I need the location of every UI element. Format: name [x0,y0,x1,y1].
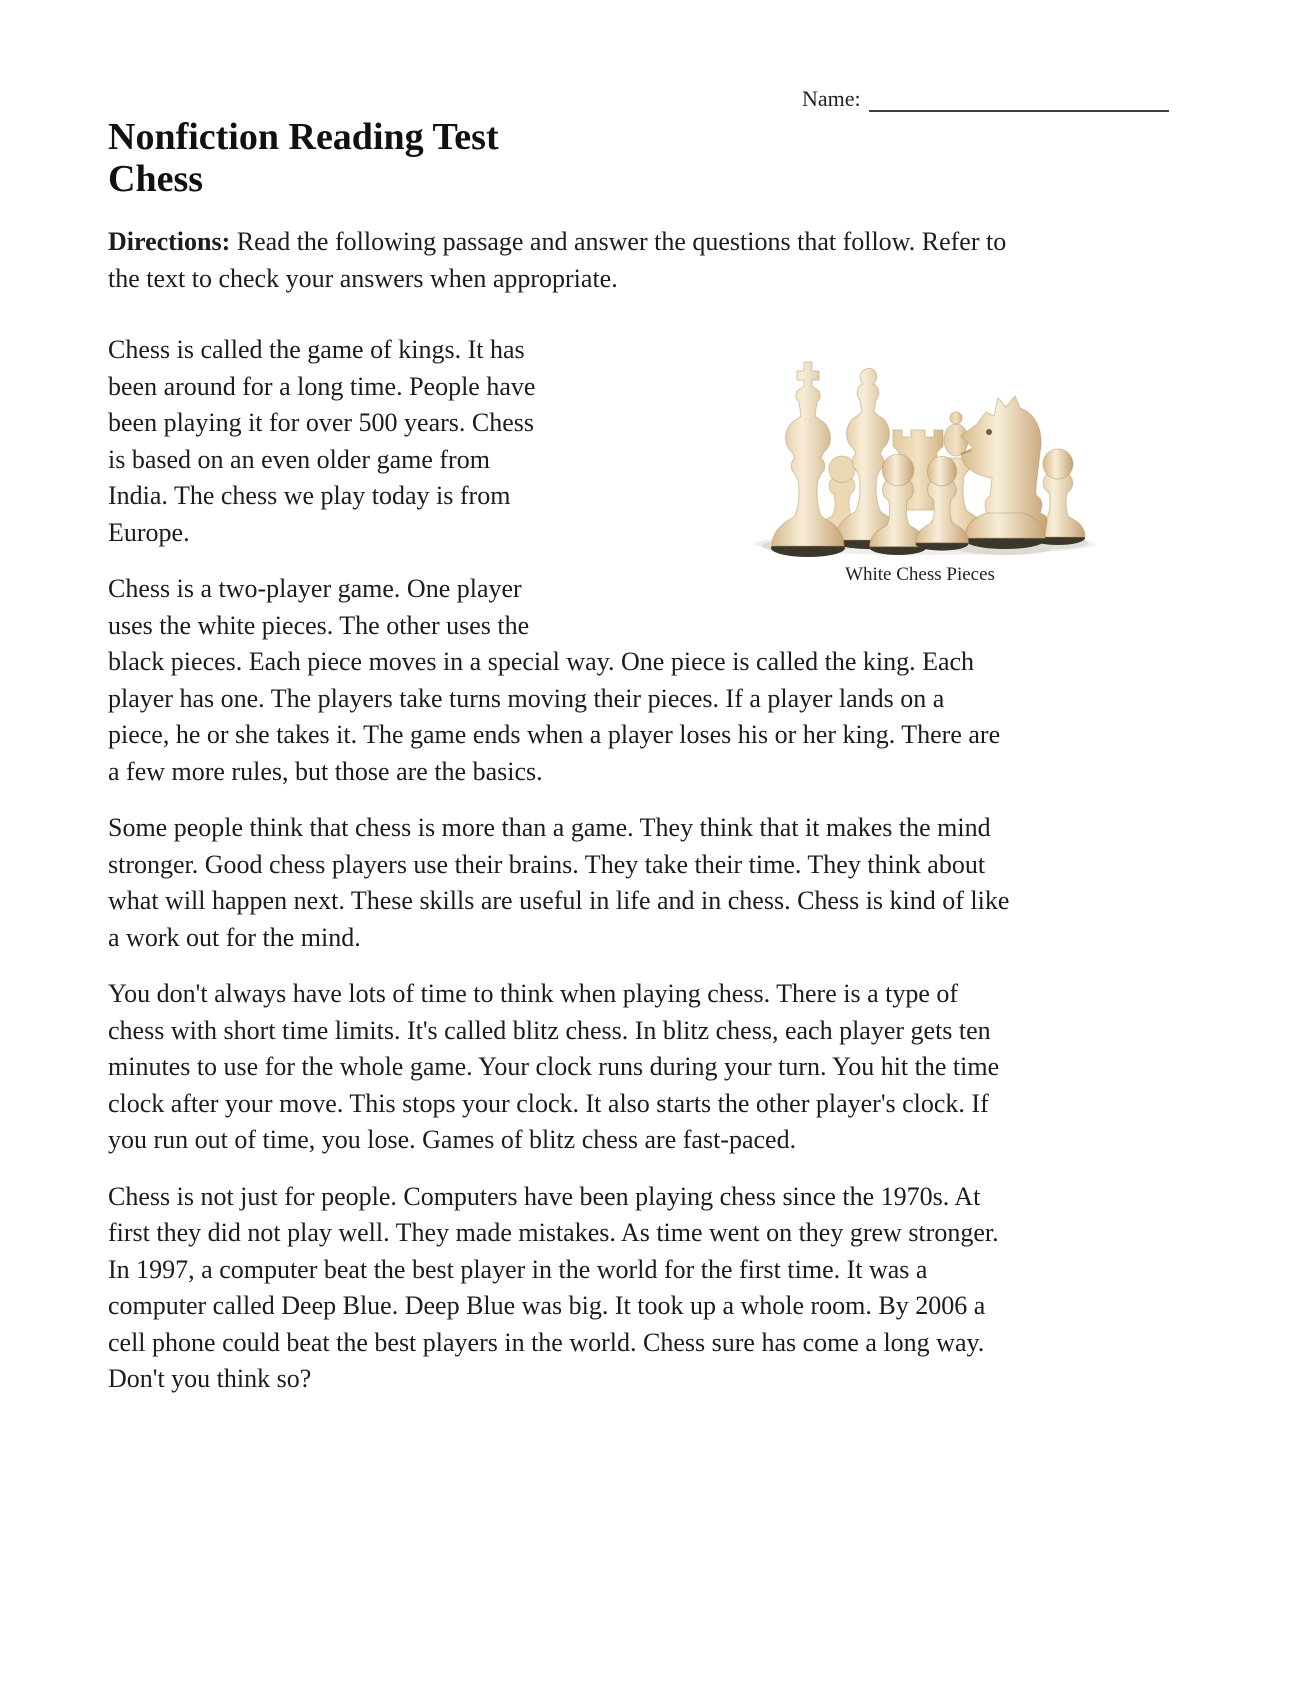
passage-line: India. The chess we play today is from [108,481,511,510]
name-blank-line [869,86,1169,112]
passage-line: cell phone could beat the best players in the world. Chess sure has come a long way. [108,1327,985,1357]
figure-caption: White Chess Pieces [845,564,995,585]
passage-line: uses the white pieces. The other uses the [108,610,530,640]
passage-line: chess with short time limits. It's called blitz chess. In blitz chess, each player gets ten [108,1015,991,1045]
passage-line: a work out for the mind. [108,922,361,952]
passage-line: black pieces. Each piece moves in a special way. One piece is called the king. Each [108,647,975,676]
directions [108,224,1006,297]
passage-line: piece, he or she takes it. The game ends when a player loses his or her king. There are [108,720,1001,749]
passage-line: In 1997, a computer beat the best player in the world for the first time. It was a [108,1254,928,1284]
passage [108,332,1198,1418]
passage-line: Europe. [108,517,190,547]
name-label: Name: [802,86,861,111]
passage-line: been around for a long time. People have [108,371,536,401]
passage-paragraph [108,976,1198,1159]
passage-line: Some people think that chess is more than a game. They think that it makes the mind [108,813,991,842]
passage-line: player has one. The players take turns moving their pieces. If a player lands on a [108,683,945,713]
passage-paragraph [108,571,1198,790]
passage-line: a few more rules, but those are the basics. [108,756,543,786]
name-row [802,86,1169,112]
passage-line: stronger. Good chess players use their brains. They take their time. They think about [108,849,986,879]
passage-line: computer called Deep Blue. Deep Blue was big. It took up a whole room. By 2006 a [108,1291,986,1320]
passage-line: is based on an even older game from [108,444,490,474]
directions-line-2: the text to check your answers when appropriate. [108,263,618,293]
directions-line-1: Directions: Read the following passage and answer the questions that follow. Refer to [108,227,1007,256]
passage-line: You don't always have lots of time to think when playing chess. There is a type of [108,979,959,1008]
passage-line: Chess is called the game of kings. It has [108,335,525,364]
title-line-1: Nonfiction Reading Test [108,116,499,158]
passage-line: Don't you think so? [108,1364,312,1393]
passage-paragraph [108,1179,1198,1398]
passage-paragraph [108,810,1198,956]
directions-label: Directions: [108,227,231,256]
page-title [108,116,499,200]
passage-line: Chess is a two-player game. One player [108,574,522,603]
passage-line: what will happen next. These skills are useful in life and in chess. Chess is kind of like [108,886,1010,915]
title-line-2: Chess [108,158,204,200]
passage-line: clock after your move. This stops your clock. It also starts the other player's clock. If [108,1088,989,1118]
passage-line: first they did not play well. They made mistakes. As time went on they grew stronger. [108,1218,999,1247]
passage-line: been playing it for over 500 years. Chess [108,408,535,437]
passage-paragraph [108,332,1198,551]
passage-line: you run out of time, you lose. Games of blitz chess are fast-paced. [108,1125,797,1154]
passage-line: Chess is not just for people. Computers have been playing chess since the 1970s. At [108,1181,981,1211]
passage-line: minutes to use for the whole game. Your clock runs during your turn. You hit the time [108,1052,1000,1081]
